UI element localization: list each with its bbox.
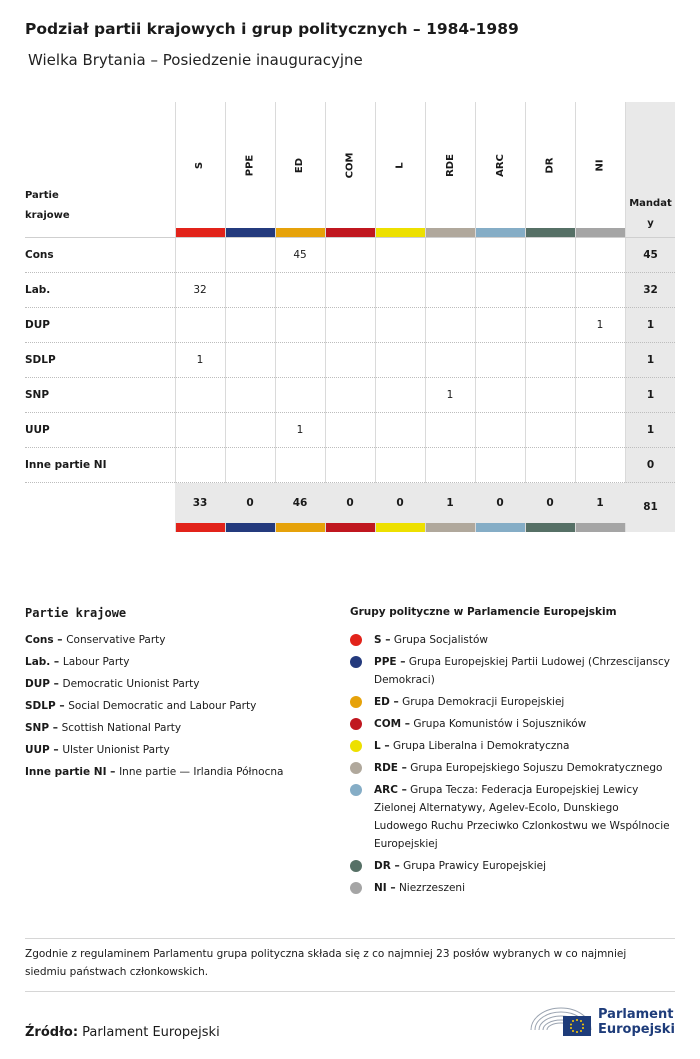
group-header-com [325, 152, 375, 179]
legend-political-group-item [374, 759, 674, 777]
legend-full-name: Grupa Socjalistów [393, 634, 489, 646]
legend-color-dot [350, 656, 362, 668]
legend-color-dot [350, 634, 362, 646]
legend-full-name: Conservative Party [66, 634, 166, 646]
group-header-s [175, 160, 225, 171]
group-header-label: ED [294, 157, 306, 174]
legend-full-name: Grupa Prawicy Europejskiej [403, 860, 547, 872]
legend-abbr: UUP – [25, 744, 63, 756]
row-total: 45 [643, 249, 658, 261]
legend-abbr: NI – [374, 882, 396, 894]
group-color-bar [576, 228, 625, 237]
logo-text [598, 1007, 675, 1037]
group-color-bar [426, 523, 475, 532]
legend-political-group-item [374, 857, 674, 875]
group-header-label: ARC [494, 154, 506, 177]
legend-abbr: Inne partie NI – [25, 766, 120, 778]
legend-full-name: Democratic Unionist Party [62, 678, 200, 690]
logo-line-1: Parlament [598, 1007, 674, 1022]
row-party-name: Inne partie NI [25, 459, 107, 471]
group-header-ppe [225, 154, 275, 177]
legend-political-group-item [374, 653, 674, 689]
group-sum: 1 [446, 497, 454, 509]
group-color-bar [226, 523, 275, 532]
group-header-rde [425, 154, 475, 177]
mandates-header [626, 194, 675, 234]
header-line: y [647, 218, 654, 229]
footnote: Zgodnie z regulaminem Parlamentu grupa polityczna składa się z co najmniej 23 posłów wybranych w co najmniej siedmiu państwach członkowskich. [25, 948, 627, 978]
legend-national-party-item [25, 653, 129, 671]
group-sum: 46 [292, 497, 308, 509]
legend-abbr: ARC – [374, 784, 407, 796]
table-row [25, 448, 675, 483]
table-cell: 1 [196, 354, 204, 366]
row-party-name: UUP [25, 424, 50, 436]
group-color-bar [376, 523, 425, 532]
legend-abbr: Lab. – [25, 656, 63, 668]
legend-abbr: ED – [374, 696, 399, 708]
legend-abbr: DUP – [25, 678, 63, 690]
legend-full-name: Inne partie — Irlandia Północna [119, 766, 284, 778]
row-total: 1 [646, 354, 655, 366]
table-cell: 45 [293, 249, 307, 261]
group-color-bar [276, 228, 325, 237]
header-line: krajowe [25, 210, 70, 221]
legend-full-name: Grupa Europejskiej Partii Ludowej (Chrzescijanscy Demokraci) [374, 656, 671, 686]
legend-color-dot [350, 696, 362, 708]
legend-national-party-item [25, 631, 166, 649]
group-color-bar [476, 228, 525, 237]
header-line: Partie [25, 190, 59, 201]
legend-national-party-item [25, 763, 283, 781]
group-sum: 0 [546, 497, 554, 509]
legend-color-dot [350, 784, 362, 796]
row-party-name: DUP [25, 319, 50, 331]
table-row [25, 238, 675, 273]
table-row [25, 378, 675, 413]
legend-political-group-item [374, 693, 674, 711]
row-total: 0 [646, 459, 655, 471]
legend-national-party-item [25, 719, 181, 737]
group-header-l [375, 160, 425, 171]
row-party-name: Lab. [25, 284, 51, 296]
table-row [25, 308, 675, 343]
group-color-bar [426, 228, 475, 237]
group-color-bar [226, 228, 275, 237]
group-color-bar [276, 523, 325, 532]
row-total: 1 [646, 319, 655, 331]
legend-full-name: Grupa Demokracji Europejskiej [402, 696, 565, 708]
legend-full-name: Grupa Komunistów i Sojuszników [413, 718, 587, 730]
group-header-label: L [394, 162, 406, 169]
group-header-dr [525, 157, 575, 174]
group-color-bar [176, 228, 225, 237]
legend-abbr: RDE – [374, 762, 407, 774]
legend-abbr: SNP – [25, 722, 62, 734]
legend-national-party-item [25, 741, 170, 759]
group-header-label: PPE [244, 154, 256, 177]
legend-full-name: Labour Party [62, 656, 130, 668]
grand-total: 81 [643, 501, 658, 513]
group-sum: 33 [192, 497, 208, 509]
logo-line-2: Europejski [598, 1022, 675, 1037]
group-sum: 1 [596, 497, 604, 509]
row-total: 32 [643, 284, 658, 296]
legend-abbr: COM – [374, 718, 410, 730]
table-cell: 32 [193, 284, 207, 296]
group-header-label: NI [594, 159, 606, 172]
row-party-name: SDLP [25, 354, 56, 366]
legend-color-dot [350, 740, 362, 752]
row-party-name: Cons [25, 249, 54, 261]
row-party-name: SNP [25, 389, 50, 401]
legend-political-group-item [374, 631, 674, 649]
legend-full-name: Grupa Tecza: Federacja Europejskiej Lewicy Zielonej Alternatywy, Agelev-Ecolo, Dunskiego Ludowego Ruchu Przeciwko Czlonkostwu we Wspólnocie Europejskiej [374, 784, 670, 850]
group-header-label: COM [344, 152, 356, 179]
group-color-bar [326, 523, 375, 532]
divider [25, 991, 675, 992]
legend-abbr: DR – [374, 860, 400, 872]
national-parties-header [25, 186, 70, 226]
legend-abbr: PPE – [374, 656, 406, 668]
row-total: 1 [646, 424, 655, 436]
group-sum: 0 [396, 497, 404, 509]
group-color-bar [526, 228, 575, 237]
table-cell: 1 [296, 424, 304, 436]
group-sum: 0 [246, 497, 254, 509]
legend-full-name: Scottish National Party [61, 722, 182, 734]
legend-full-name: Social Democratic and Labour Party [68, 700, 257, 712]
legend-political-groups-title: Grupy polityczne w Parlamencie Europejskim [350, 606, 617, 618]
legend-political-group-item [374, 737, 674, 755]
group-header-arc [475, 154, 525, 177]
legend-color-dot [350, 882, 362, 894]
page-title: Podział partii krajowych i grup politycznych – 1984-1989 [25, 20, 519, 38]
group-sum: 0 [496, 497, 504, 509]
table-cell: 1 [596, 319, 604, 331]
group-header-ed [275, 157, 325, 174]
group-color-bar [476, 523, 525, 532]
divider [25, 938, 675, 939]
group-header-label: DR [544, 157, 556, 174]
group-color-bar [176, 523, 225, 532]
group-header-label: RDE [444, 154, 456, 177]
header-line: Mandat [629, 198, 672, 209]
source-label: Źródło: [25, 1025, 79, 1040]
legend-full-name: Ulster Unionist Party [62, 744, 170, 756]
legend-full-name: Niezrzeszeni [398, 882, 465, 894]
group-color-bar [376, 228, 425, 237]
group-color-bar [326, 228, 375, 237]
legend-national-party-item [25, 697, 256, 715]
legend-full-name: Grupa Liberalna i Demokratyczna [392, 740, 570, 752]
legend-color-dot [350, 860, 362, 872]
legend-political-group-item [374, 879, 674, 897]
table-row [25, 413, 675, 448]
legend-national-parties-title: Partie krajowe [25, 606, 127, 620]
row-total: 1 [646, 389, 655, 401]
legend-abbr: S – [374, 634, 391, 646]
group-color-bar [576, 523, 625, 532]
legend-color-dot [350, 762, 362, 774]
group-sum: 0 [346, 497, 354, 509]
legend-abbr: SDLP – [25, 700, 69, 712]
legend-abbr: Cons – [25, 634, 67, 646]
group-color-bar [526, 523, 575, 532]
table-row [25, 273, 675, 308]
source-line [25, 1025, 220, 1040]
source-value: Parlament Europejski [82, 1025, 220, 1040]
legend-political-group-item [374, 781, 674, 853]
table-cell: 1 [446, 389, 454, 401]
group-header-label: S [194, 161, 206, 170]
legend-national-party-item [25, 675, 200, 693]
legend-political-group-item [374, 715, 674, 733]
page-subtitle: Wielka Brytania – Posiedzenie inauguracyjne [28, 51, 363, 69]
legend-full-name: Grupa Europejskiego Sojuszu Demokratycznego [410, 762, 663, 774]
group-header-ni [575, 160, 625, 171]
legend-abbr: L – [374, 740, 390, 752]
table-row [25, 343, 675, 378]
legend-color-dot [350, 718, 362, 730]
